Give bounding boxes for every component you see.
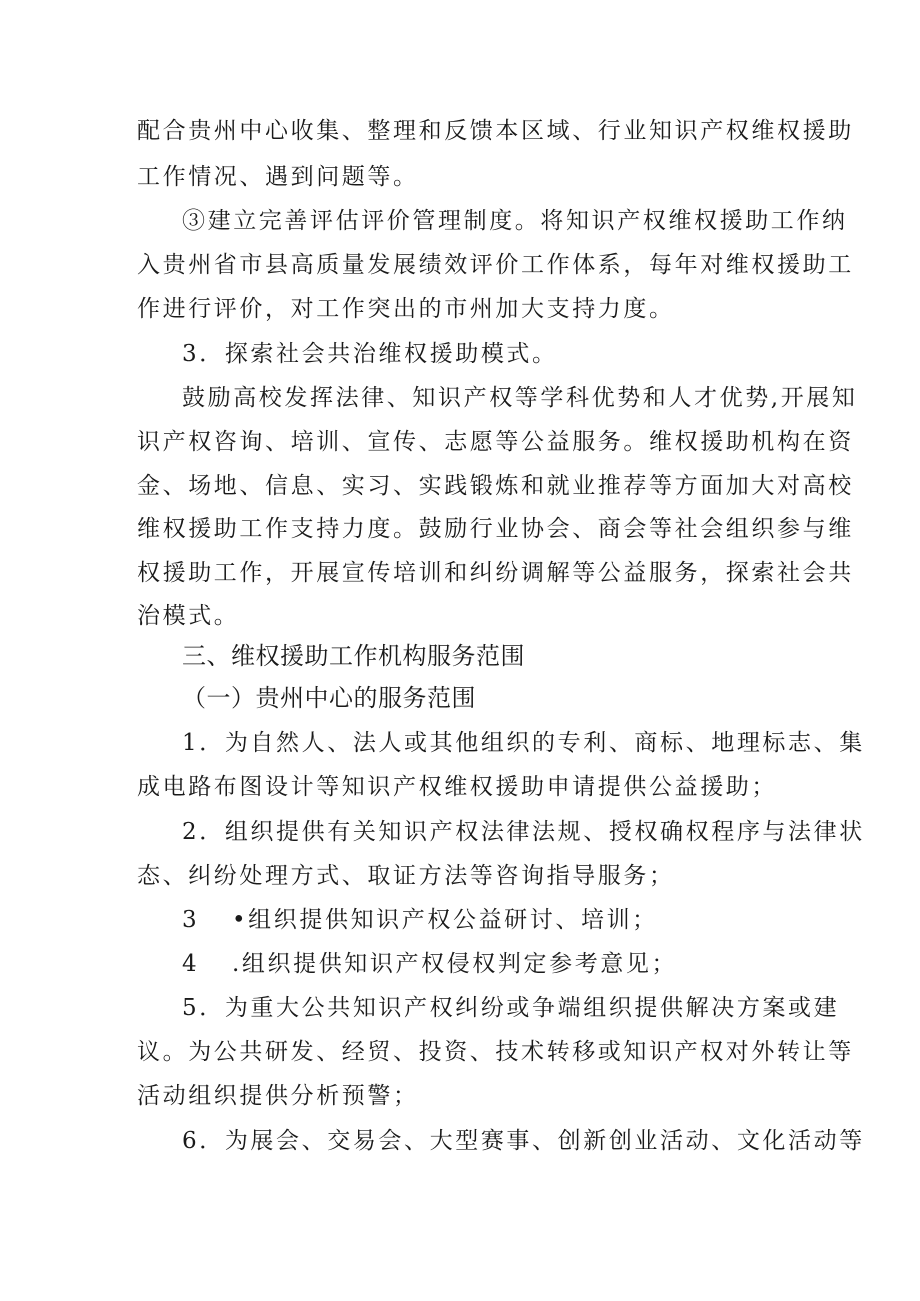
item-text: .组织提供知识产权侵权判定参考意见；: [232, 951, 678, 977]
item-number: 4: [182, 951, 200, 977]
paragraph-line: 3．探索社会共治维权援助模式。: [182, 341, 558, 367]
paragraph-line: 作进行评价，对工作突出的市州加大支持力度。: [137, 296, 675, 322]
paragraph-line: 治模式。: [137, 603, 240, 629]
item-number: 3: [182, 907, 200, 933]
list-item-line: 6．为展会、交易会、大型赛事、创新创业活动、文化活动等: [182, 1128, 865, 1154]
list-item-line: 议。为公共研发、经贸、投资、技术转移或知识产权对外转让等: [137, 1039, 854, 1065]
paragraph-line: 维权援助工作支持力度。鼓励行业协会、商会等社会组织参与维: [137, 516, 854, 542]
paragraph-line: 入贵州省市县高质量发展绩效评价工作体系，每年对维权援助工: [137, 252, 854, 278]
list-item-line: 成电路布图设计等知识产权维权援助申请提供公益援助；: [137, 774, 777, 800]
paragraph-line: 鼓励高校发挥法律、知识产权等学科优势和人才优势,开展知: [182, 385, 858, 411]
list-item-line: 态、纠纷处理方式、取证方法等咨询指导服务；: [137, 863, 675, 889]
paragraph-line: 金、场地、信息、实习、实践锻炼和就业推荐等方面加大对高校: [137, 473, 854, 499]
subsection-heading: （一）贵州中心的服务范围: [182, 684, 476, 712]
paragraph-line: 配合贵州中心收集、整理和反馈本区域、行业知识产权维权援助: [137, 118, 854, 144]
paragraph-line: 工作情况、遇到问题等。: [137, 164, 419, 190]
list-item-line: 活动组织提供分析预警；: [137, 1083, 419, 1109]
list-item-line: [182, 949, 797, 979]
list-item-line: 1．为自然人、法人或其他组织的专利、商标、地理标志、集: [182, 730, 865, 756]
section-heading: 三、维权援助工作机构服务范围: [182, 642, 525, 670]
paragraph-line: ③建立完善评估评价管理制度。将知识产权维权援助工作纳: [182, 208, 848, 234]
paragraph-line: 识产权咨询、培训、宣传、志愿等公益服务。维权援助机构在资: [137, 429, 854, 455]
paragraph-line: 权援助工作，开展宣传培训和纠纷调解等公益服务，探索社会共: [137, 560, 854, 586]
item-text: •组织提供知识产权公益研讨、培训；: [232, 907, 658, 933]
list-item-line: 5．为重大公共知识产权纠纷或争端组织提供解决方案或建: [182, 995, 840, 1021]
list-item-line: [182, 905, 797, 935]
list-item-line: 2．组织提供有关知识产权法律法规、授权确权程序与法律状: [182, 819, 865, 845]
